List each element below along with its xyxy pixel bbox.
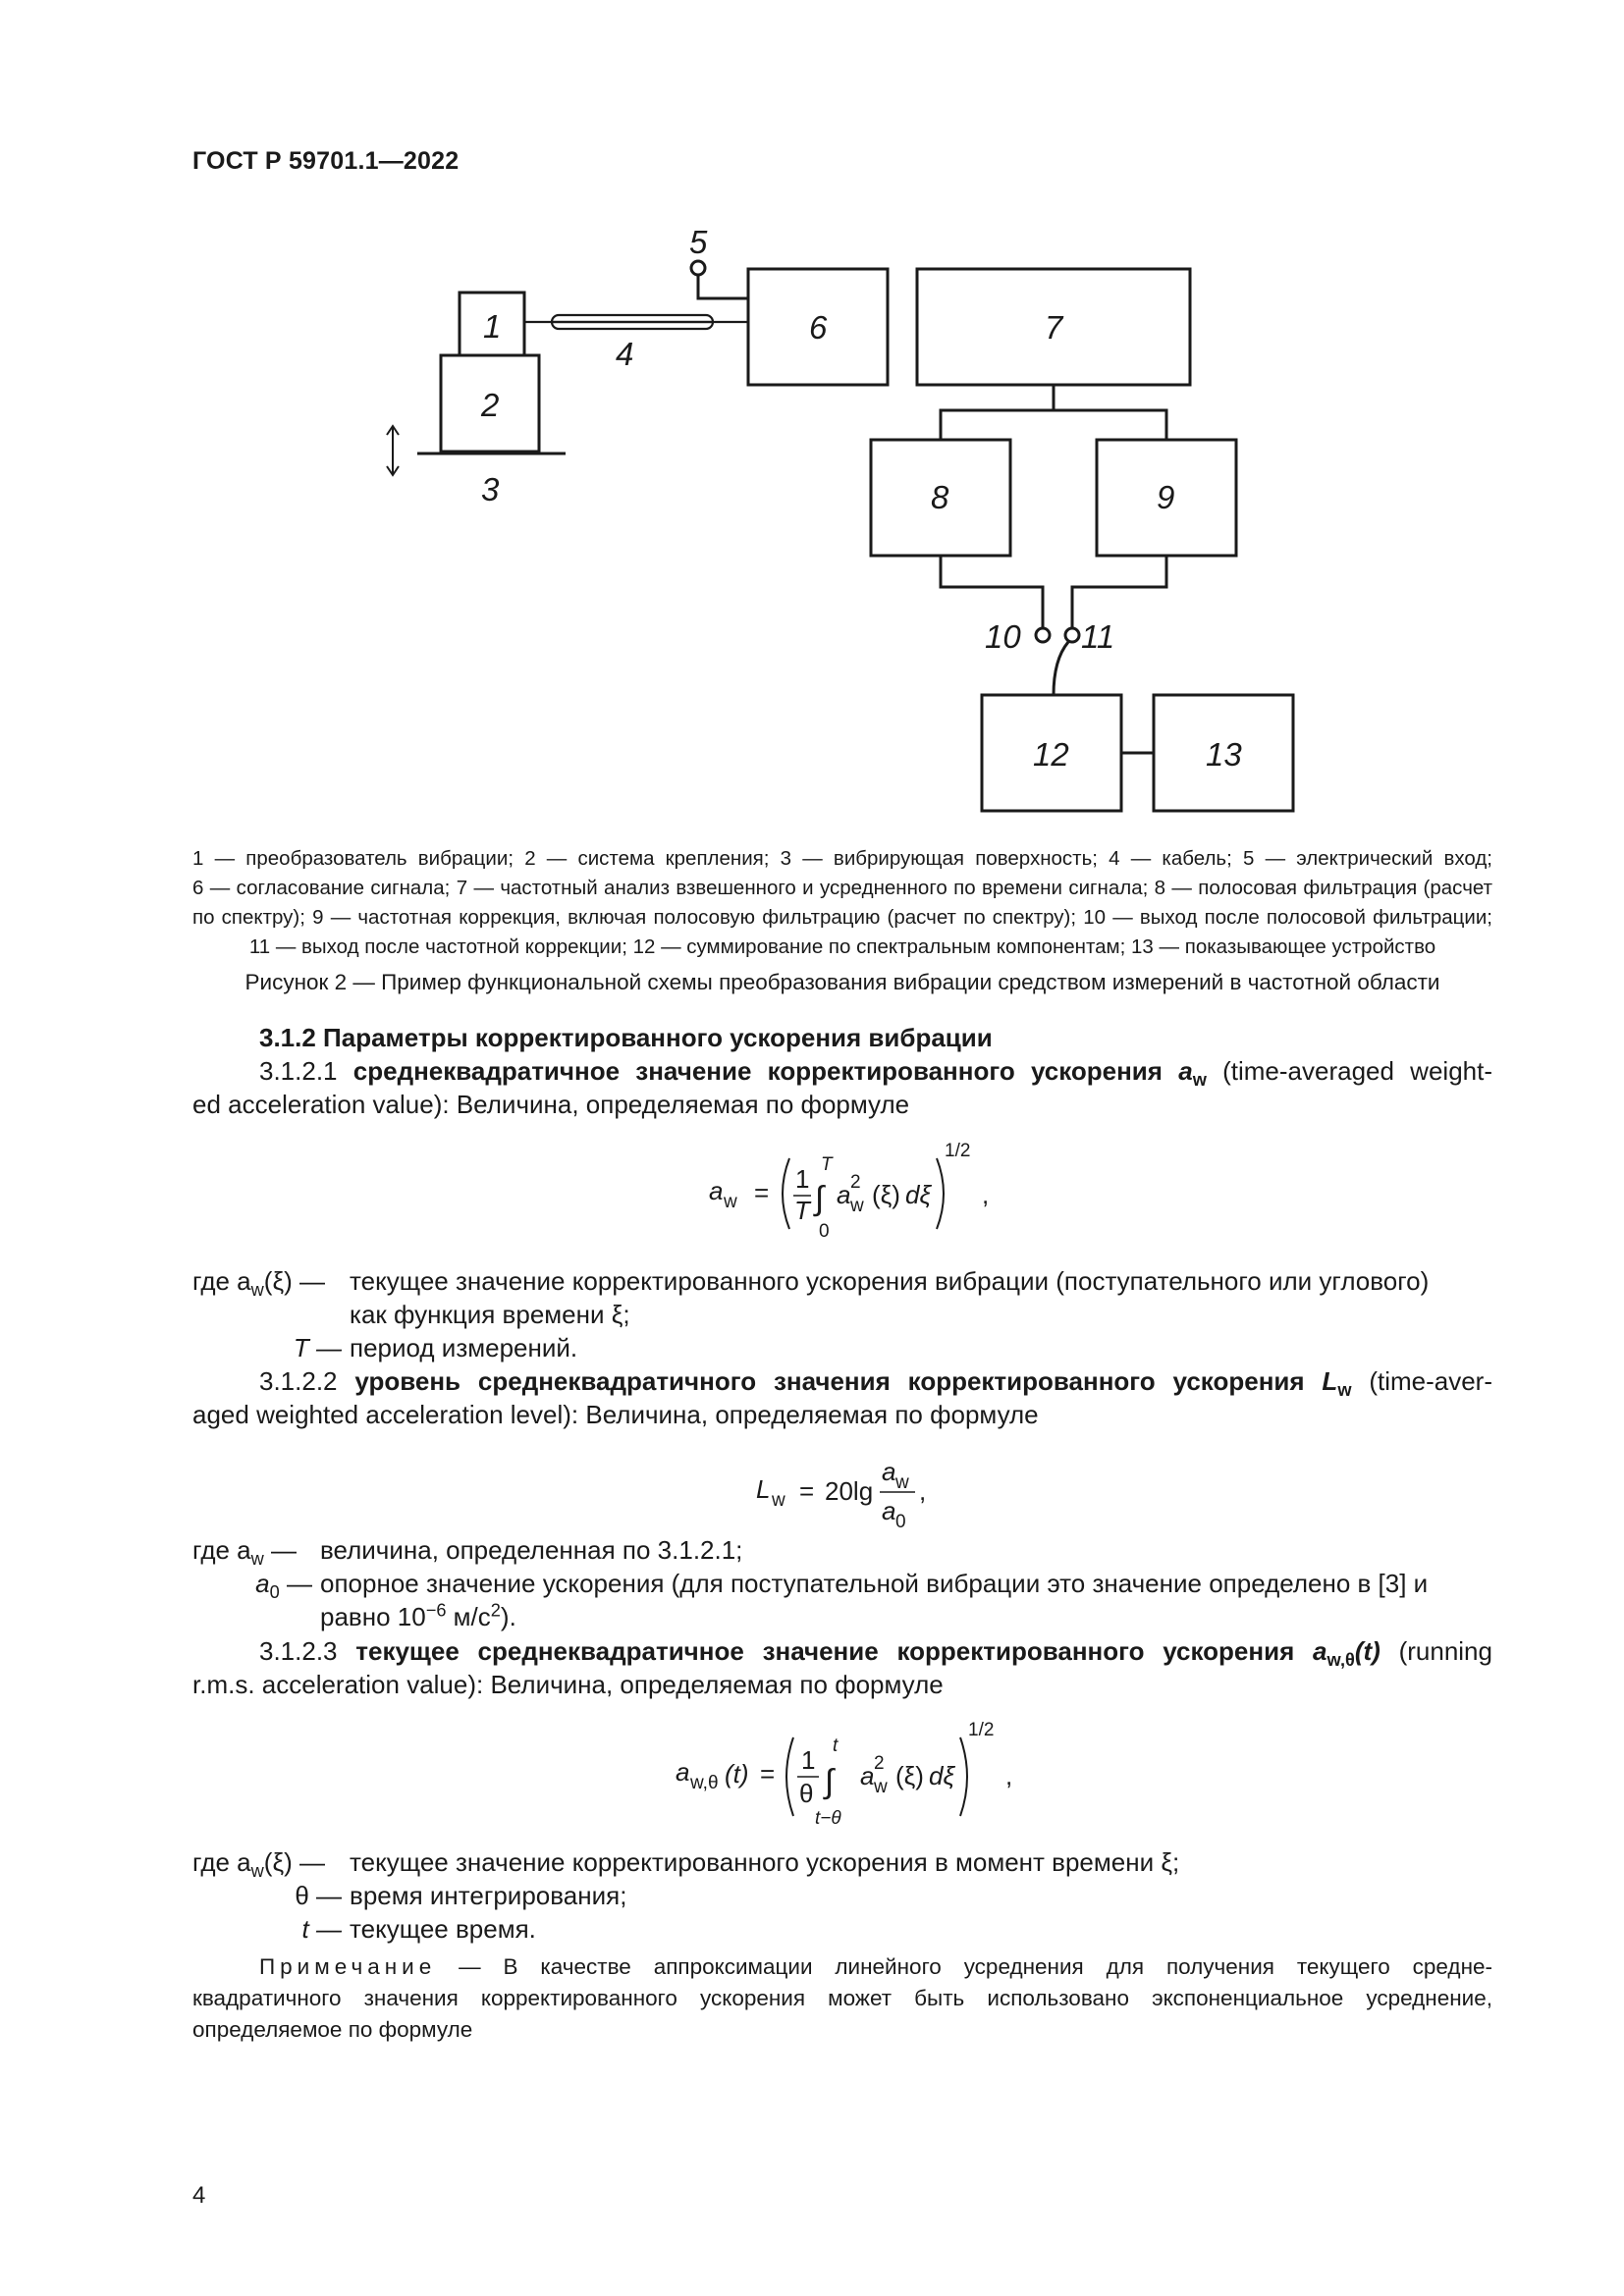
f1-eq: = [754, 1178, 770, 1207]
f2-den: a [882, 1496, 896, 1525]
f2-coef: 20lg [825, 1476, 874, 1506]
clause-number: 3.1.2.2 [259, 1366, 338, 1396]
f1-num: 1 [795, 1164, 810, 1194]
term-english: (time-averaged weight- [1222, 1056, 1492, 1086]
where-definition: величина, определенная по 3.1.2.1; [320, 1535, 743, 1565]
label-8: 8 [931, 479, 949, 515]
f1-power: 1/2 [945, 1141, 971, 1161]
f1-upper: T [821, 1154, 833, 1175]
note-label: Примечание [259, 1954, 437, 1979]
where-symbol: где $a_w(\xi)$ — [192, 1266, 325, 1301]
f3-lower: t−θ [815, 1808, 841, 1829]
term: среднеквадратичное значение корректированного ускорения [352, 1056, 1163, 1086]
label-10: 10 [985, 618, 1021, 655]
cable-4 [524, 315, 748, 329]
paragraph-line2: r.m.s. acceleration value): Величина, определяемая по формуле [192, 1670, 944, 1699]
f2-num: a [882, 1457, 896, 1486]
where-definition: время интегрирования; [350, 1881, 627, 1910]
label-5: 5 [689, 224, 708, 260]
term-symbol: a [1178, 1056, 1193, 1086]
f1-int-sup: 2 [850, 1172, 861, 1193]
label-12: 12 [1033, 736, 1069, 773]
formula-level [746, 1439, 982, 1537]
legend-line: по спектру); 9 — частотная коррекция, включая полосовую фильтрацию (расчет по спектру); 10 — выход после полосовой фильтрации; [192, 906, 1492, 929]
paragraph-3-1-2-2 [192, 1364, 1492, 1431]
where-definition: период измерений. [350, 1333, 578, 1362]
paragraph-line2: aged weighted acceleration level): Величина, определяемая по формуле [192, 1400, 1039, 1429]
formula-running-rms [668, 1708, 1060, 1836]
f3-upper: t [833, 1735, 839, 1756]
label-6: 6 [809, 309, 828, 346]
connector-8-10 [941, 556, 1043, 628]
where-symbol: где $a_w$ — [192, 1535, 298, 1570]
where-symbol: t — [301, 1914, 342, 1944]
label-1: 1 [483, 308, 502, 345]
term-symbol-sub: w [1337, 1380, 1352, 1401]
f3-int-sup: 2 [874, 1753, 885, 1774]
f1-integrand: a [837, 1180, 851, 1209]
figure-legend [192, 844, 1492, 962]
f3-lhs-arg: (t) [725, 1759, 749, 1789]
electric-input-5 [691, 261, 748, 298]
f1-lhs: a [709, 1176, 724, 1205]
f3-d: dξ [929, 1761, 955, 1790]
f3-int-sub: w [874, 1777, 888, 1797]
f1-int-sub: w [850, 1196, 864, 1216]
f3-lhs: a [676, 1757, 690, 1787]
where-block-2 [192, 1533, 1492, 1633]
term: текущее среднеквадратичное значение корректированного ускорения [355, 1636, 1295, 1666]
where-definition: текущее значение корректированного ускорения в момент времени ξ; [350, 1847, 1180, 1877]
where-symbol: T — [293, 1333, 342, 1362]
clause-number: 3.1.2.1 [259, 1056, 338, 1086]
section-heading: 3.1.2 Параметры корректированного ускорения вибрации [259, 1023, 993, 1052]
f3-power: 1/2 [968, 1720, 995, 1740]
legend-line: 11 — выход после частотной коррекции; 12 — суммирование по спектральным компонентам; 13 — показывающее устройство [248, 935, 1436, 958]
functional-diagram [0, 0, 1624, 854]
term-english: (time-aver- [1369, 1366, 1492, 1396]
formula-rms [687, 1129, 1041, 1247]
output-11-terminal [1065, 628, 1079, 642]
f3-eq: = [760, 1759, 776, 1789]
f3-arg: (ξ) [895, 1761, 924, 1790]
note-line1: — В качестве аппроксимации линейного усреднения для получения текущего средне- [436, 1954, 1492, 1979]
term-symbol: a [1313, 1636, 1327, 1666]
f1-arg: (ξ) [872, 1180, 900, 1209]
where-symbol: где $a_w(\xi)$ — [192, 1847, 325, 1882]
f1-lhs-sub: w [724, 1192, 737, 1212]
f2-lhs-sub: w [772, 1490, 785, 1511]
term-symbol-arg: (t) [1354, 1636, 1380, 1666]
where-symbol: θ — [295, 1881, 342, 1910]
page-number: 4 [192, 2182, 206, 2209]
f1-lower: 0 [819, 1221, 830, 1242]
where-symbol: $a_0$ — [255, 1569, 312, 1603]
f3-lhs-sub: w,θ [690, 1773, 719, 1793]
integral-sign: ∫ [815, 1180, 825, 1217]
f3-integrand: a [860, 1761, 875, 1790]
standard-header: ГОСТ Р 59701.1—2022 [192, 147, 460, 175]
note [192, 1951, 1492, 2046]
connector-split [941, 410, 1166, 440]
legend-line: 6 — согласование сигнала; 7 — частотный анализ взвешенного и усредненного по времени сигнала; 8 — полосовая фильтрация (расчет [192, 877, 1492, 899]
label-2: 2 [481, 387, 500, 423]
term-english: (running [1398, 1636, 1492, 1666]
clause-number: 3.1.2.3 [259, 1636, 338, 1666]
paragraph-line2: ed acceleration value): Величина, определяемая по формуле [192, 1090, 910, 1119]
output-10-terminal [1036, 628, 1050, 642]
label-3: 3 [481, 471, 500, 507]
term: уровень среднеквадратичного значения корректированного ускорения [354, 1366, 1305, 1396]
label-9: 9 [1157, 479, 1175, 515]
where-block-1 [192, 1264, 1492, 1364]
where-definition: опорное значение ускорения (для поступательной вибрации это значение определено в [3] и равно $10^{-6}$ $м/с^2$). [320, 1569, 1429, 1631]
integral-sign: ∫ [825, 1763, 835, 1800]
note-line3: определяемое по формуле [192, 2017, 473, 2042]
note-line2: квадратичного значения корректированного ускорения может быть использовано экспоненциальное усреднение, [192, 1986, 1492, 2010]
label-4: 4 [616, 336, 634, 372]
paragraph-3-1-2-3 [192, 1634, 1492, 1701]
paragraph-3-1-2-1 [192, 1054, 1492, 1121]
f3-tail: , [1005, 1761, 1013, 1790]
f1-tail: , [982, 1180, 990, 1209]
figure-caption: Рисунок 2 — Пример функциональной схемы преобразования вибрации средством измерений в частотной области [244, 970, 1440, 994]
connector-9-11 [1072, 556, 1166, 628]
term-symbol-sub: w [1192, 1070, 1207, 1091]
f1-den: T [794, 1196, 810, 1225]
f2-eq: = [799, 1476, 815, 1506]
label-13: 13 [1206, 736, 1242, 773]
f1-d: dξ [905, 1180, 932, 1209]
f2-den-sub: 0 [895, 1512, 906, 1532]
f2-num-sub: w [895, 1472, 909, 1493]
label-11: 11 [1081, 618, 1115, 655]
f3-num: 1 [801, 1745, 816, 1775]
f2-tail: , [919, 1476, 927, 1506]
term-symbol: L [1322, 1366, 1338, 1396]
vibration-arrow-icon [387, 426, 399, 475]
where-block-3 [192, 1845, 1179, 1946]
where-definition: текущее значение корректированного ускорения вибрации (поступательного или углового) как функция времени ξ; [350, 1266, 1430, 1329]
term-symbol-sub: w,θ [1326, 1650, 1355, 1671]
label-7: 7 [1045, 309, 1063, 346]
switch-connector [1054, 642, 1068, 695]
legend-line: 1 — преобразователь вибрации; 2 — система крепления; 3 — вибрирующая поверхность; 4 — кабель; 5 — электрический вход; [192, 847, 1492, 870]
f3-den: θ [799, 1779, 814, 1808]
where-definition: текущее время. [350, 1914, 536, 1944]
f2-lhs: L [756, 1474, 771, 1504]
